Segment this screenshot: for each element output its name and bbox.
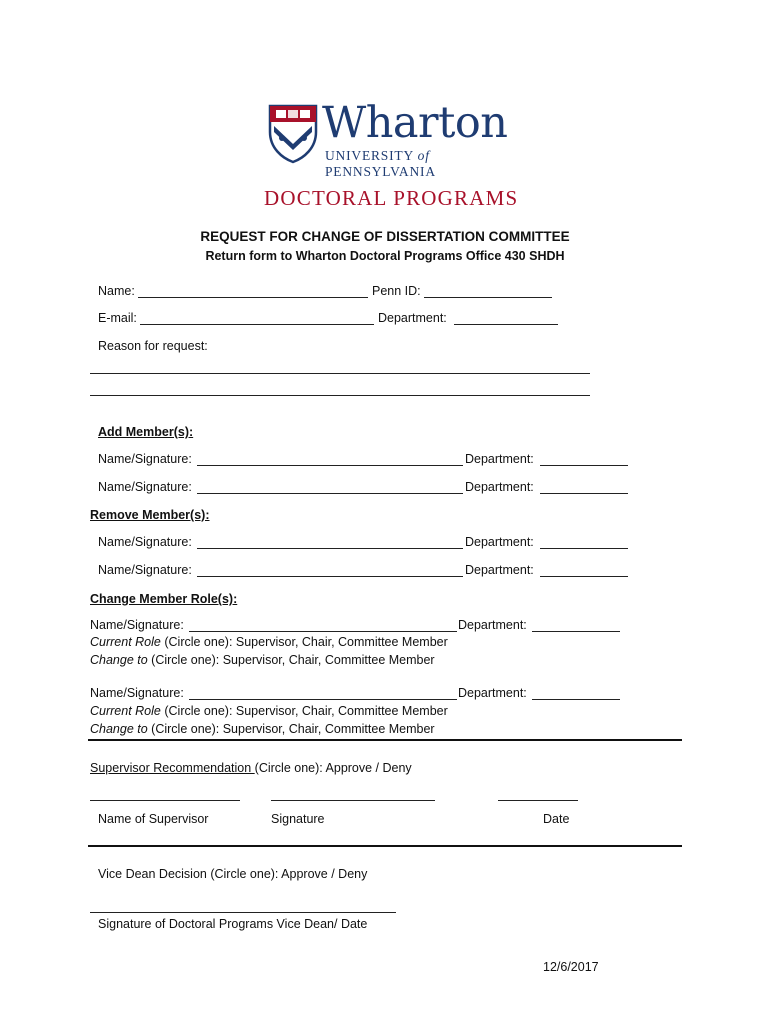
remove-dept-label-1: Department: xyxy=(465,535,534,549)
penn-id-label: Penn ID: xyxy=(372,284,421,298)
penn-id-field[interactable] xyxy=(424,297,552,298)
change-to-line-1: Change to (Circle one): Supervisor, Chair, Committee Member xyxy=(90,653,435,667)
program-heading: DOCTORAL PROGRAMS xyxy=(264,186,519,210)
change-dept-label-1: Department: xyxy=(458,618,527,632)
supervisor-name-label: Name of Supervisor xyxy=(98,812,209,826)
add-name-label-1: Name/Signature: xyxy=(98,452,192,466)
department-field[interactable] xyxy=(454,324,558,325)
supervisor-signature-label: Signature xyxy=(271,812,325,826)
logo-subtitle: UNIVERSITY of PENNSYLVANIA xyxy=(325,148,436,179)
current-role-line-1: Current Role (Circle one): Supervisor, Chair, Committee Member xyxy=(90,635,448,649)
department-label: Department: xyxy=(378,311,447,325)
add-members-heading: Add Member(s): xyxy=(98,425,194,439)
add-name-label-2: Name/Signature: xyxy=(98,480,192,494)
remove-name-field-1[interactable] xyxy=(197,548,463,549)
reason-line-1[interactable] xyxy=(90,373,590,374)
remove-dept-field-2[interactable] xyxy=(540,576,628,577)
vice-dean-signature-field[interactable] xyxy=(90,912,396,913)
remove-name-field-2[interactable] xyxy=(197,576,463,577)
change-name-field-2[interactable] xyxy=(189,699,457,700)
add-dept-field-1[interactable] xyxy=(540,465,628,466)
add-name-field-2[interactable] xyxy=(197,493,463,494)
add-dept-label-2: Department: xyxy=(465,480,534,494)
divider-2 xyxy=(88,845,682,847)
change-to-line-2: Change to (Circle one): Supervisor, Chair, Committee Member xyxy=(90,722,435,736)
reason-label: Reason for request: xyxy=(98,339,208,353)
add-dept-label-1: Department: xyxy=(465,452,534,466)
add-name-field-1[interactable] xyxy=(197,465,463,466)
supervisor-signature-field[interactable] xyxy=(271,800,435,801)
logo-wordmark: Wharton xyxy=(322,98,508,148)
change-name-label-1: Name/Signature: xyxy=(90,618,184,632)
change-name-label-2: Name/Signature: xyxy=(90,686,184,700)
university-shield-icon xyxy=(268,104,318,164)
remove-name-label-1: Name/Signature: xyxy=(98,535,192,549)
form-subtitle: Return form to Wharton Doctoral Programs Office 430 SHDH xyxy=(205,249,565,263)
change-roles-heading: Change Member Role(s): xyxy=(90,592,238,606)
vice-dean-decision: Vice Dean Decision (Circle one): Approve / Deny xyxy=(98,867,368,881)
change-name-field-1[interactable] xyxy=(189,631,457,632)
form-title: REQUEST FOR CHANGE OF DISSERTATION COMMITTEE xyxy=(200,229,570,244)
wharton-logo xyxy=(268,98,518,179)
supervisor-name-field[interactable] xyxy=(90,800,240,801)
remove-dept-field-1[interactable] xyxy=(540,548,628,549)
divider-1 xyxy=(88,739,682,741)
supervisor-recommendation: Supervisor Recommendation (Circle one): Approve / Deny xyxy=(90,761,412,775)
email-label: E-mail: xyxy=(98,311,137,325)
email-field[interactable] xyxy=(140,324,374,325)
supervisor-date-field[interactable] xyxy=(498,800,578,801)
change-dept-label-2: Department: xyxy=(458,686,527,700)
name-label: Name: xyxy=(98,284,135,298)
change-dept-field-1[interactable] xyxy=(532,631,620,632)
supervisor-date-label: Date xyxy=(543,812,570,826)
remove-dept-label-2: Department: xyxy=(465,563,534,577)
revision-date: 12/6/2017 xyxy=(543,960,599,974)
add-dept-field-2[interactable] xyxy=(540,493,628,494)
change-dept-field-2[interactable] xyxy=(532,699,620,700)
name-field[interactable] xyxy=(138,297,368,298)
reason-line-2[interactable] xyxy=(90,395,590,396)
remove-members-heading: Remove Member(s): xyxy=(90,508,210,522)
current-role-line-2: Current Role (Circle one): Supervisor, Chair, Committee Member xyxy=(90,704,448,718)
vice-dean-signature-label: Signature of Doctoral Programs Vice Dean/ Date xyxy=(98,917,368,931)
remove-name-label-2: Name/Signature: xyxy=(98,563,192,577)
